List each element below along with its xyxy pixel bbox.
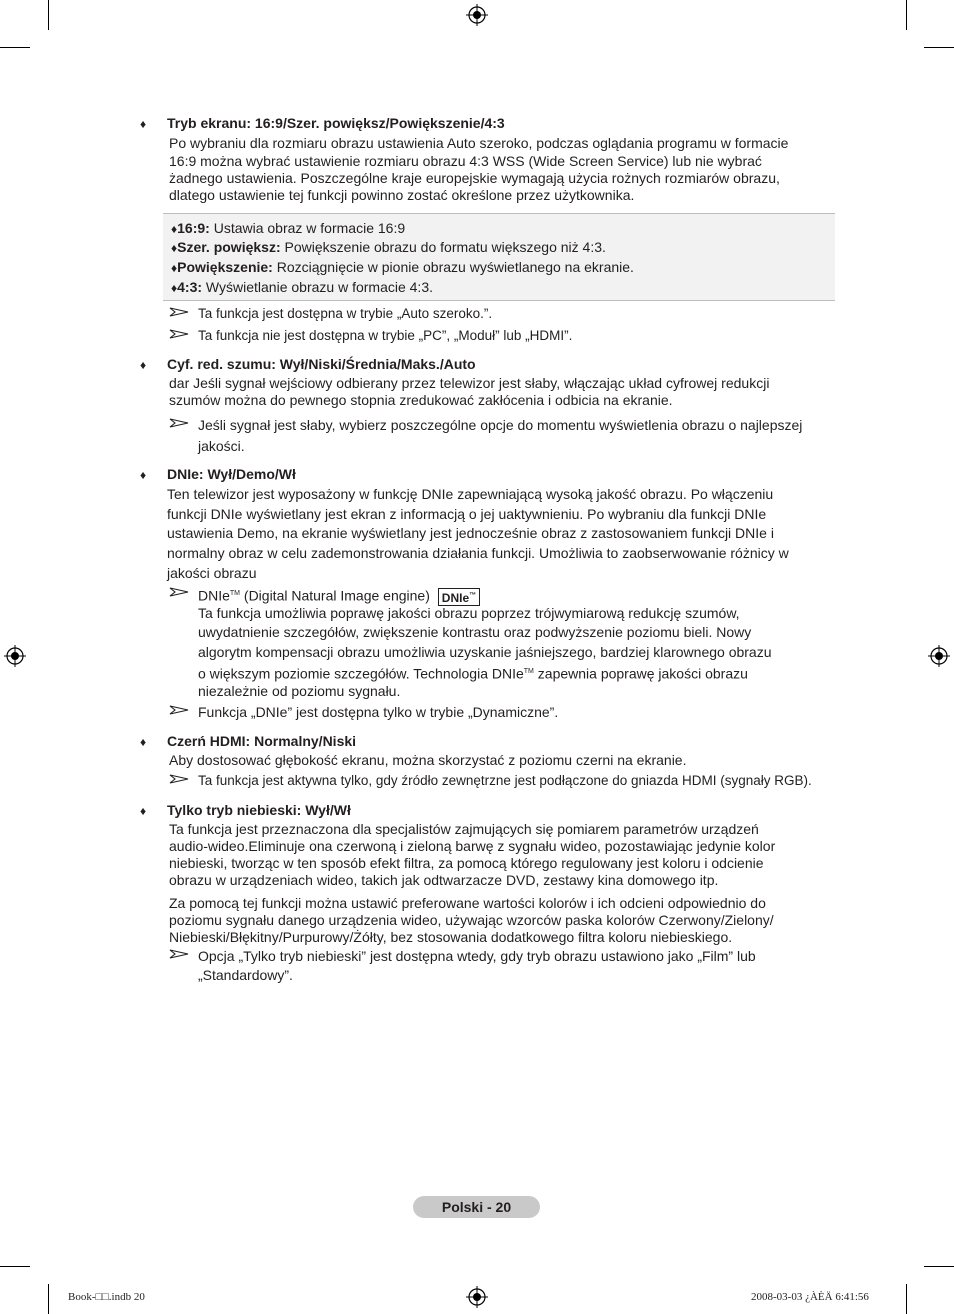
crop-mark [0, 1266, 30, 1267]
section-heading: Czerń HDMI: Normalny/Niski [167, 733, 357, 749]
note-text: Jeśli sygnał jest słaby, wybierz poszczególne opcje do momentu wyświetlenia obrazu o najlepszej [198, 417, 803, 433]
crop-mark [906, 1284, 907, 1314]
body-line: ustawienia Demo, na ekranie wyświetlany jest jednocześnie obraz z zastosowaniem funkcji DNIe i [167, 525, 774, 541]
body-line: obrazu w urządzeniach wideo, takich jak odtwarzacze DVD, zestawy kina domowego itp. [169, 872, 719, 888]
note-arrow-icon [169, 329, 189, 339]
box-item [171, 259, 634, 275]
body-line: Ta funkcja umożliwia poprawę jakości obrazu poprzez trójwymiarową redukcję szumów, [198, 605, 740, 621]
body-line: Ten telewizor jest wyposażony w funkcję DNIe zapewniającą wysoką jakość obrazu. Po włączeniu [167, 486, 774, 502]
section-heading: Cyf. red. szumu: Wył/Niski/Średnia/Maks./Auto [167, 356, 476, 372]
box-item [171, 239, 606, 255]
box-item-desc: Rozciągnięcie w pionie obrazu wyświetlanego na ekranie. [276, 259, 634, 275]
dnie-logo: DNIe™ [438, 588, 480, 606]
note-text: Ta funkcja jest aktywna tylko, gdy źródło zewnętrzne jest podłączone do gniazda HDMI (sygnały RGB). [198, 773, 812, 788]
section-heading: Tylko tryb niebieski: Wył/Wł [167, 802, 351, 818]
crop-mark [48, 0, 49, 30]
crop-mark [0, 47, 30, 48]
section-heading: Tryb ekranu: 16:9/Szer. powiększ/Powiększenie/4:3 [167, 115, 505, 131]
crop-mark [924, 1266, 954, 1267]
bullet-icon: ♦ [171, 261, 178, 275]
body-line: dlatego ustawienie tej funkcji powinno zostać określone przez użytkownika. [169, 187, 635, 203]
trademark: TM [523, 668, 534, 675]
body-line: funkcji DNIe wyświetlany jest ekran z informacją o jej uaktywnieniu. Po wybraniu dla funkcji DNIe [167, 506, 767, 522]
bullet-icon: ♦ [140, 735, 147, 749]
box-item-term: Szer. powiększ: [177, 239, 281, 255]
dnie-title [198, 585, 480, 606]
note-arrow-icon [169, 307, 189, 317]
note-text: Ta funkcja nie jest dostępna w trybie „PC”, „Moduł” lub „HDMI”. [198, 328, 573, 343]
box-item [171, 220, 405, 236]
body-line: Niebieski/Błękitny/Purpurowy/Żółty, bez stosowania dodatkowego filtra koloru niebieskiego. [169, 929, 733, 945]
registration-mark-icon [466, 4, 488, 26]
body-line: normalny obraz w celu zademonstrowania działania funkcji. Umożliwia to zaobserwowanie różnicy w [167, 545, 789, 561]
body-line: Ta funkcja jest przeznaczona dla specjalistów zajmujących się pomiarem parametrów urządzeń [169, 821, 759, 837]
note-text: jakości. [198, 438, 245, 454]
crop-mark [924, 47, 954, 48]
body-line: audio-wideo.Eliminuje ona czerwoną i zieloną barwę z sygnału wideo, pozostawiając jedynie kolor [169, 838, 776, 854]
note-text: Funkcja „DNIe” jest dostępna tylko w trybie „Dynamiczne”. [198, 704, 559, 720]
note-arrow-icon [169, 705, 189, 715]
footer-file-info: Book-□□.indb 20 [68, 1291, 145, 1303]
note-arrow-icon [169, 418, 189, 428]
bullet-icon: ♦ [140, 468, 147, 482]
registration-mark-icon [928, 645, 950, 667]
bullet-icon: ♦ [171, 241, 178, 255]
bullet-icon: ♦ [171, 281, 178, 295]
body-line: szumów można do pewnego stopnia zredukować zakłócenia i odbicia na ekranie. [169, 392, 673, 408]
note-text: Opcja „Tylko tryb niebieski” jest dostępna wtedy, gdy tryb obrazu ustawiono jako „Film” lub [198, 948, 756, 964]
dnie-name: DNIe [198, 587, 230, 604]
note-text: „Standardowy”. [198, 967, 293, 983]
box-item-term: 16:9: [177, 220, 210, 236]
body-line: dar Jeśli sygnał wejściowy odbierany przez telewizor jest słaby, włączając układ cyfrowej redukcji [169, 375, 770, 391]
box-item-desc: Wyświetlanie obrazu w formacie 4:3. [205, 279, 433, 295]
footer-timestamp: 2008-03-03 ¿ÀÈÄ 6:41:56 [751, 1291, 869, 1303]
body-line: żadnego ustawienia. Poszczególne kraje europejskie wymagają użycia rożnych rozmiarów obrazu, [169, 170, 780, 186]
dnie-engine: (Digital Natural Image engine) [243, 587, 430, 604]
box-item-term: 4:3: [177, 279, 203, 295]
bullet-icon: ♦ [171, 222, 178, 236]
body-line: Aby dostosować głębokość ekranu, można skorzystać z poziomu czerni na ekranie. [169, 752, 687, 768]
body-line: niebieski, tworząc w ten sposób efekt filtra, za pomocą którego regulowany jest koloru i odcienie [169, 855, 764, 871]
crop-mark [906, 0, 907, 30]
registration-mark-icon [466, 1286, 488, 1308]
body-line: Za pomocą tej funkcji można ustawić preferowane wartości kolorów i ich odcieni odpowiednio do [169, 895, 766, 911]
box-item-desc: Ustawia obraz w formacie 16:9 [213, 220, 406, 236]
crop-mark [48, 1284, 49, 1314]
note-text: Ta funkcja jest dostępna w trybie „Auto szeroko.”. [198, 306, 493, 321]
body-line: uwydatnienie szczegółów, zwiększenie kontrastu oraz podwyższenie poziomu bieli. Nowy [198, 624, 752, 640]
body-line: 16:9 można wybrać ustawienie rozmiaru obrazu 4:3 WSS (Wide Screen Service) lub nie wybrać [169, 153, 762, 169]
page-number-badge: Polski - 20 [413, 1196, 540, 1218]
trademark: TM [229, 590, 241, 597]
note-arrow-icon [169, 774, 189, 784]
box-item [171, 279, 433, 295]
info-box [163, 213, 835, 301]
registration-mark-icon [4, 645, 26, 667]
bullet-icon: ♦ [140, 358, 147, 372]
note-arrow-icon [169, 949, 189, 959]
box-item-term: Powiększenie: [177, 259, 273, 275]
bullet-icon: ♦ [140, 117, 147, 131]
body-line: o większym poziomie szczegółów. Technologia DNIe™ zapewnia poprawę jakości obrazu [198, 665, 748, 682]
note-arrow-icon [169, 587, 189, 597]
body-line: algorytm kompensacji obrazu umożliwia uzyskanie jaśniejszego, bardziej klarownego obrazu [198, 644, 772, 660]
body-line: niezależnie od poziomu sygnału. [198, 683, 401, 699]
bullet-icon: ♦ [140, 804, 147, 818]
body-line: Po wybraniu dla rozmiaru obrazu ustawienia Auto szeroko, podczas oglądania programu w formacie [169, 135, 789, 151]
body-line: jakości obrazu [167, 565, 257, 581]
section-heading: DNIe: Wył/Demo/Wł [167, 466, 296, 482]
box-item-desc: Powiększenie obrazu do formatu większego niż 4:3. [284, 239, 606, 255]
body-line: poziomu sygnału danego urządzenia wideo, używając wzorców paska kolorów Czerwony/Zielony/ [169, 912, 774, 928]
